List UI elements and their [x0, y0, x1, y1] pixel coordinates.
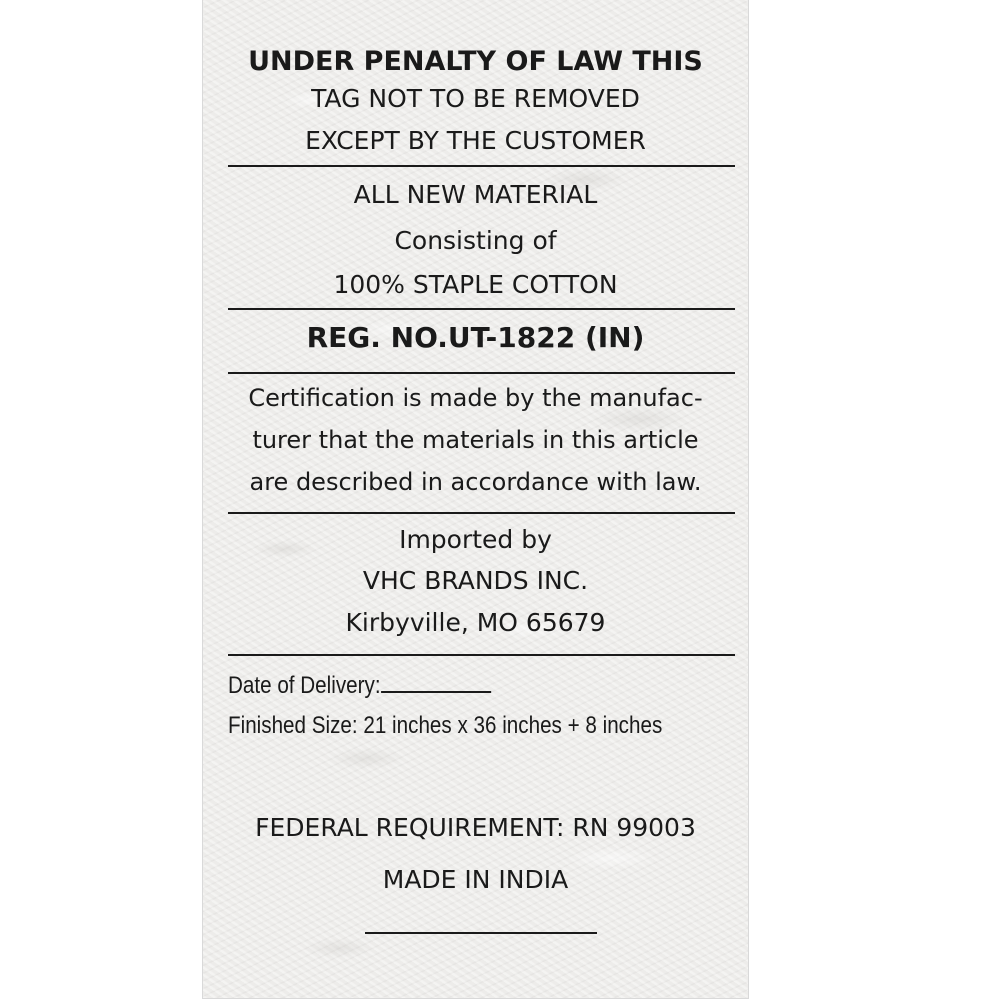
material-line-1: ALL NEW MATERIAL: [353, 180, 598, 209]
header-line-3: EXCEPT BY THE CUSTOMER: [305, 126, 646, 155]
importer-line-3: Kirbyville, MO 65679: [345, 608, 606, 637]
divider-4: [228, 512, 735, 514]
divider-2: [228, 308, 735, 310]
federal-requirement: FEDERAL REQUIREMENT: RN 99003: [255, 813, 696, 842]
divider-5: [228, 654, 735, 656]
delivery-date-field: [228, 673, 492, 698]
certification-line-2: turer that the materials in this article: [252, 426, 699, 454]
delivery-date-label: Date of Delivery:: [228, 672, 381, 699]
delivery-date-blank: [381, 673, 491, 693]
finished-size: Finished Size: 21 inches x 36 inches + 8 inches: [228, 712, 663, 739]
importer-line-1: Imported by: [399, 525, 552, 554]
material-line-3: 100% STAPLE COTTON: [333, 270, 618, 299]
divider-3: [228, 372, 735, 374]
header-line-2: TAG NOT TO BE REMOVED: [311, 84, 640, 113]
registration-number: REG. NO.UT-1822 (IN): [306, 321, 645, 354]
certification-line-1: Certification is made by the manufac-: [248, 384, 703, 412]
material-line-2: Consisting of: [394, 226, 557, 255]
importer-line-2: VHC BRANDS INC.: [362, 566, 589, 595]
country-of-origin: MADE IN INDIA: [382, 865, 569, 894]
header-line-1: UNDER PENALTY OF LAW THIS: [248, 46, 703, 77]
certification-line-3: are described in accordance with law.: [249, 468, 702, 496]
divider-1: [228, 165, 735, 167]
law-tag: [202, 0, 749, 999]
bottom-signature-line: [365, 932, 597, 934]
